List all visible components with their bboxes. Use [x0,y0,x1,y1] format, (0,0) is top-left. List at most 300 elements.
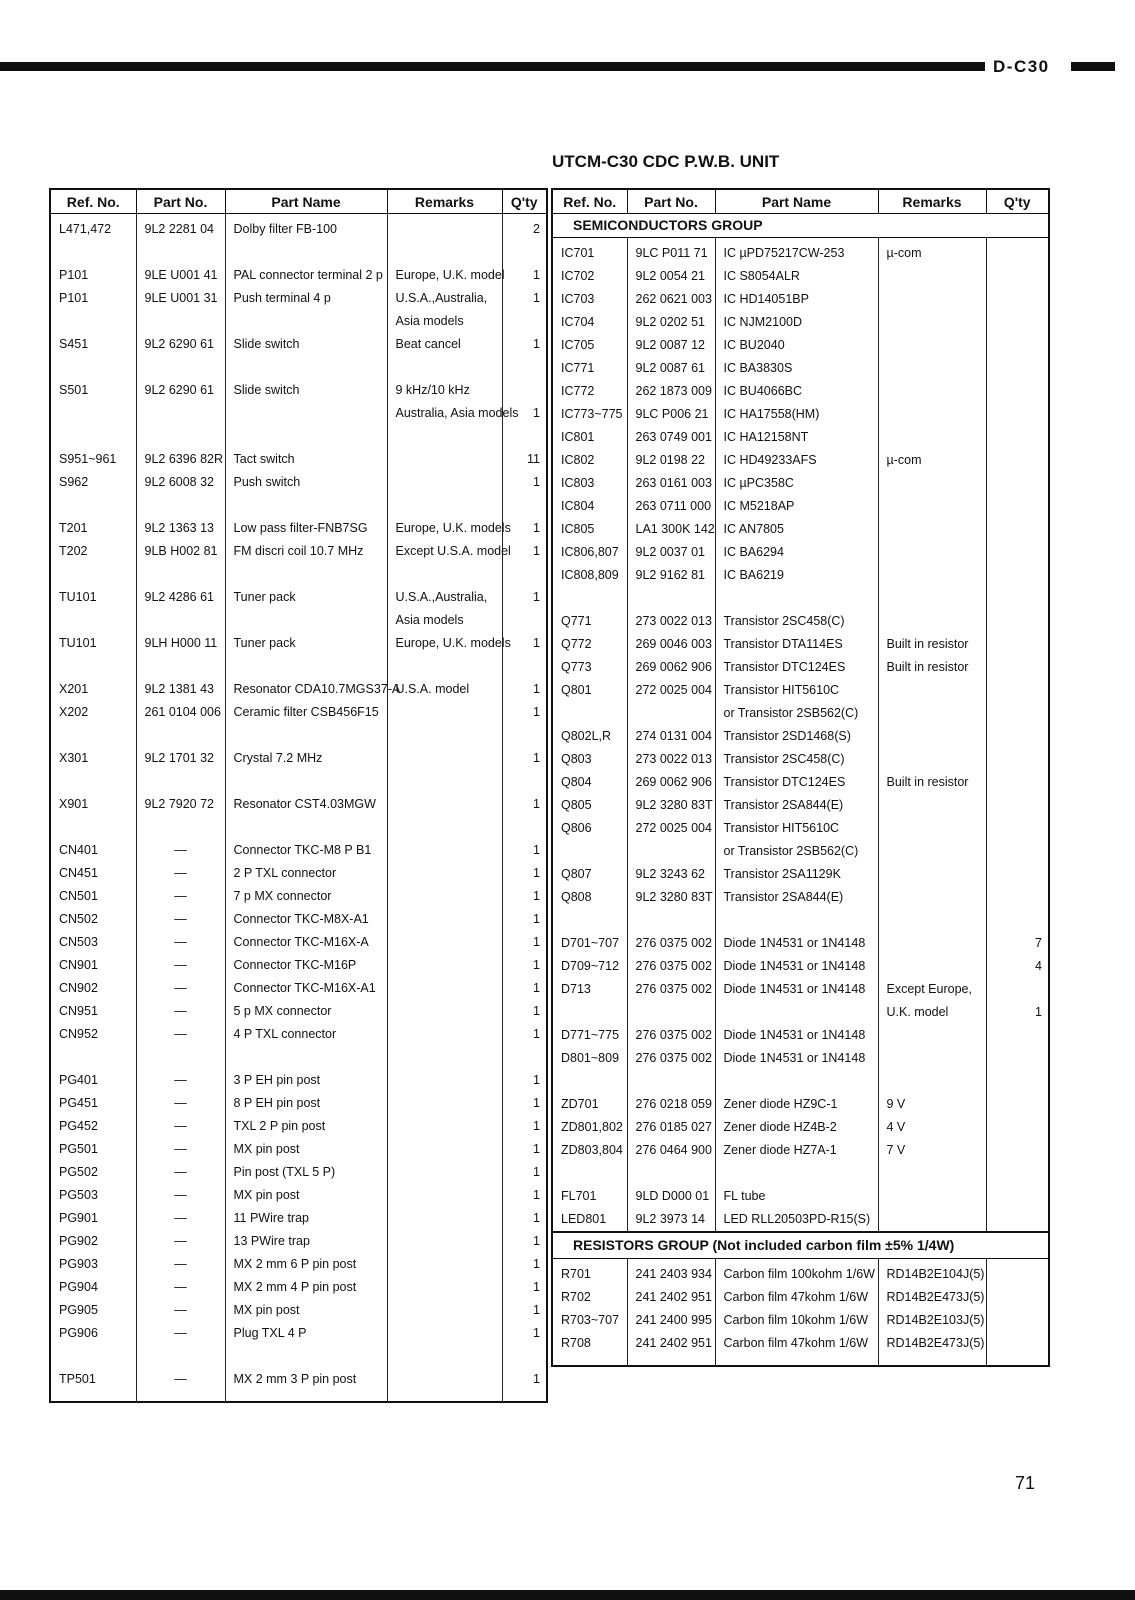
qty-cell [986,265,1049,288]
ref-no-cell: T202 [50,540,136,563]
part-name-cell [225,655,387,678]
qty-cell [502,724,547,747]
remarks-cell: U.S.A. model [387,678,502,701]
ref-no-cell: R701 [552,1259,627,1287]
part-name-cell: 4 P TXL connector [225,1023,387,1046]
part-name-cell [715,1070,878,1093]
remarks-cell [878,840,986,863]
remarks-cell: U.S.A.,Australia, [387,287,502,310]
part-no-cell [136,310,225,333]
part-name-cell [715,1001,878,1024]
remarks-cell [387,1322,502,1345]
ref-no-cell: D801~809 [552,1047,627,1070]
part-no-cell: 9L2 3280 83T [627,886,715,909]
part-name-cell: MX pin post [225,1184,387,1207]
qty-cell [986,238,1049,266]
filler-cell [878,1355,986,1366]
part-no-cell: 269 0062 906 [627,771,715,794]
qty-cell [986,1286,1049,1309]
part-name-cell: Slide switch [225,379,387,402]
qty-cell: 7 [986,932,1049,955]
table-row [552,426,1049,449]
qty-cell [986,610,1049,633]
ref-no-cell: P101 [50,264,136,287]
part-no-cell: — [136,1092,225,1115]
part-no-cell: — [136,1184,225,1207]
table-filler-row [552,1355,1049,1366]
table-row [552,564,1049,587]
ref-no-cell: R708 [552,1332,627,1355]
remarks-cell [387,1230,502,1253]
ref-no-cell: X202 [50,701,136,724]
col-qty: Q'ty [986,189,1049,214]
remarks-cell: 4 V [878,1116,986,1139]
table-row [552,1024,1049,1047]
qty-cell [986,1139,1049,1162]
qty-cell [986,1259,1049,1287]
part-no-cell [136,402,225,425]
part-name-cell: 11 PWire trap [225,1207,387,1230]
part-no-cell: 272 0025 004 [627,817,715,840]
qty-cell: 1 [502,908,547,931]
part-name-cell: 8 P EH pin post [225,1092,387,1115]
table-row [50,1184,547,1207]
table-row [50,264,547,287]
qty-cell: 1 [502,586,547,609]
filler-cell [627,1355,715,1366]
part-no-cell: 241 2400 995 [627,1309,715,1332]
remarks-cell [387,1069,502,1092]
ref-no-cell: Q771 [552,610,627,633]
top-rule [0,62,985,71]
remarks-cell [878,702,986,725]
qty-cell [986,1185,1049,1208]
col-remarks: Remarks [878,189,986,214]
table-row [552,1286,1049,1309]
qty-cell: 11 [502,448,547,471]
ref-no-cell: Q773 [552,656,627,679]
part-name-cell: or Transistor 2SB562(C) [715,702,878,725]
ref-no-cell: R702 [552,1286,627,1309]
ref-no-cell: Q807 [552,863,627,886]
ref-no-cell [50,816,136,839]
part-no-cell: 262 0621 003 [627,288,715,311]
part-no-cell [627,702,715,725]
part-name-cell [715,1162,878,1185]
remarks-cell [878,357,986,380]
part-name-cell: Transistor 2SC458(C) [715,748,878,771]
remarks-cell [387,1207,502,1230]
table-row [552,633,1049,656]
remarks-cell [387,793,502,816]
remarks-cell [878,610,986,633]
ref-no-cell: Q772 [552,633,627,656]
part-no-cell [136,609,225,632]
table-row [50,356,547,379]
part-no-cell: 9L2 0087 61 [627,357,715,380]
part-name-cell: Ceramic filter CSB456F15 [225,701,387,724]
qty-cell: 1 [502,333,547,356]
ref-no-cell: LED801 [552,1208,627,1232]
part-name-cell: MX pin post [225,1138,387,1161]
ref-no-cell: X901 [50,793,136,816]
part-no-cell: 276 0185 027 [627,1116,715,1139]
remarks-cell [878,679,986,702]
part-no-cell: 262 1873 009 [627,380,715,403]
qty-cell: 1 [502,1138,547,1161]
qty-cell [986,909,1049,932]
page-number: 71 [1015,1473,1036,1493]
table-row [50,402,547,425]
table-row [552,495,1049,518]
ref-no-cell: ZD803,804 [552,1139,627,1162]
qty-cell [986,472,1049,495]
ref-no-cell [50,310,136,333]
remarks-cell [878,426,986,449]
qty-cell [502,563,547,586]
ref-no-cell [552,1162,627,1185]
part-no-cell [136,816,225,839]
part-name-cell: MX 2 mm 4 P pin post [225,1276,387,1299]
part-no-cell: 241 2403 934 [627,1259,715,1287]
table-row [50,1276,547,1299]
part-name-cell: Connector TKC-M8 P B1 [225,839,387,862]
ref-no-cell: CN401 [50,839,136,862]
remarks-cell [878,725,986,748]
remarks-cell [878,1047,986,1070]
part-no-cell: — [136,1299,225,1322]
table-row [50,1115,547,1138]
qty-cell: 1 [502,747,547,770]
remarks-cell [387,931,502,954]
table-row [552,679,1049,702]
remarks-cell [387,1023,502,1046]
table-row [552,1139,1049,1162]
table-row [50,563,547,586]
ref-no-cell [50,494,136,517]
remarks-cell: Built in resistor [878,771,986,794]
part-name-cell: Carbon film 100kohm 1/6W [715,1259,878,1287]
part-no-cell: 276 0375 002 [627,1024,715,1047]
part-no-cell: 9L2 0037 01 [627,541,715,564]
part-no-cell: 9L2 3243 62 [627,863,715,886]
remarks-cell: RD14B2E103J(5) [878,1309,986,1332]
part-name-cell [715,587,878,610]
qty-cell [986,1093,1049,1116]
part-name-cell: Carbon film 10kohm 1/6W [715,1309,878,1332]
part-name-cell: TXL 2 P pin post [225,1115,387,1138]
part-name-cell: LED RLL20503PD-R15(S) [715,1208,878,1232]
ref-no-cell: PG905 [50,1299,136,1322]
table-row [50,862,547,885]
qty-cell: 1 [502,1230,547,1253]
ref-no-cell: IC704 [552,311,627,334]
part-name-cell: Zener diode HZ4B-2 [715,1116,878,1139]
ref-no-cell: T201 [50,517,136,540]
table-row [50,977,547,1000]
part-no-cell: 9L2 0198 22 [627,449,715,472]
table-row [552,909,1049,932]
remarks-cell [387,1115,502,1138]
ref-no-cell: P101 [50,287,136,310]
qty-cell: 1 [502,678,547,701]
remarks-cell [878,472,986,495]
part-no-cell: 9L2 4286 61 [136,586,225,609]
part-no-cell: 9LH H000 11 [136,632,225,655]
remarks-cell [878,380,986,403]
part-no-cell: — [136,1253,225,1276]
remarks-cell [387,1161,502,1184]
remarks-cell [878,495,986,518]
part-no-cell: 261 0104 006 [136,701,225,724]
remarks-cell [878,311,986,334]
part-no-cell: 263 0161 003 [627,472,715,495]
ref-no-cell: IC804 [552,495,627,518]
part-no-cell: — [136,1138,225,1161]
table-row [50,1253,547,1276]
part-name-cell: Zener diode HZ9C-1 [715,1093,878,1116]
part-name-cell: MX pin post [225,1299,387,1322]
col-part-no: Part No. [136,189,225,214]
part-name-cell: IC HA12158NT [715,426,878,449]
table-row [552,1309,1049,1332]
qty-cell: 2 [502,214,547,242]
part-no-cell: 9L2 2281 04 [136,214,225,242]
ref-no-cell [50,241,136,264]
part-no-cell: 9L2 0054 21 [627,265,715,288]
qty-cell: 1 [502,1322,547,1345]
ref-no-cell: PG904 [50,1276,136,1299]
ref-no-cell: S451 [50,333,136,356]
ref-no-cell: IC802 [552,449,627,472]
ref-no-cell: D709~712 [552,955,627,978]
part-no-cell: 9LC P011 71 [627,238,715,266]
part-name-cell: Slide switch [225,333,387,356]
part-no-cell: — [136,954,225,977]
qty-cell [986,840,1049,863]
remarks-cell [387,747,502,770]
table-row [50,379,547,402]
remarks-cell [387,701,502,724]
ref-no-cell: Q806 [552,817,627,840]
table-row [552,238,1049,266]
table-row [552,978,1049,1001]
ref-no-cell [50,402,136,425]
part-name-cell: Transistor 2SC458(C) [715,610,878,633]
table-row [50,931,547,954]
qty-cell [502,1345,547,1368]
part-name-cell [225,494,387,517]
qty-cell: 1 [502,1069,547,1092]
ref-no-cell: R703~707 [552,1309,627,1332]
part-no-cell [627,840,715,863]
qty-cell [502,425,547,448]
qty-cell [986,541,1049,564]
remarks-cell: U.S.A.,Australia, [387,586,502,609]
table-row [552,1185,1049,1208]
part-no-cell: 9L2 3973 14 [627,1208,715,1232]
qty-cell: 1 [502,1115,547,1138]
part-name-cell: IC HD49233AFS [715,449,878,472]
remarks-cell [387,977,502,1000]
remarks-cell [878,587,986,610]
table-row [552,288,1049,311]
table-row [552,403,1049,426]
table-row [50,333,547,356]
ref-no-cell: PG401 [50,1069,136,1092]
remarks-cell [387,241,502,264]
qty-cell: 1 [502,1184,547,1207]
table-row [552,932,1049,955]
part-no-cell: 9LC P006 21 [627,403,715,426]
part-no-cell: 9L2 7920 72 [136,793,225,816]
remarks-cell: Europe, U.K. models [387,632,502,655]
part-name-cell: Diode 1N4531 or 1N4148 [715,978,878,1001]
remarks-cell [878,518,986,541]
ref-no-cell: IC701 [552,238,627,266]
part-name-cell [225,724,387,747]
part-name-cell: IC µPC358C [715,472,878,495]
ref-no-cell: X201 [50,678,136,701]
part-name-cell [225,816,387,839]
qty-cell [502,609,547,632]
part-name-cell: IC M5218AP [715,495,878,518]
qty-cell [986,1208,1049,1232]
part-name-cell: FM discri coil 10.7 MHz [225,540,387,563]
remarks-cell [878,541,986,564]
table-row [552,449,1049,472]
part-name-cell: Transistor HIT5610C [715,817,878,840]
part-no-cell: 9LE U001 41 [136,264,225,287]
table-row [552,886,1049,909]
ref-no-cell: S951~961 [50,448,136,471]
qty-cell [502,816,547,839]
part-name-cell: Diode 1N4531 or 1N4148 [715,932,878,955]
ref-no-cell: S962 [50,471,136,494]
table-row [50,540,547,563]
ref-no-cell: X301 [50,747,136,770]
table-row [552,610,1049,633]
ref-no-cell: PG901 [50,1207,136,1230]
part-no-cell: 9L2 6008 32 [136,471,225,494]
part-name-cell: Diode 1N4531 or 1N4148 [715,1024,878,1047]
remarks-cell: RD14B2E473J(5) [878,1286,986,1309]
part-no-cell [627,1070,715,1093]
ref-no-cell: D771~775 [552,1024,627,1047]
ref-no-cell [552,1070,627,1093]
ref-no-cell: PG452 [50,1115,136,1138]
qty-cell [986,1332,1049,1355]
qty-cell [986,403,1049,426]
remarks-cell [387,839,502,862]
qty-cell: 1 [502,1253,547,1276]
part-name-cell: 3 P EH pin post [225,1069,387,1092]
part-no-cell [136,241,225,264]
part-name-cell: Plug TXL 4 P [225,1322,387,1345]
part-no-cell [136,425,225,448]
remarks-cell: Australia, Asia models [387,402,502,425]
qty-cell [986,426,1049,449]
filler-cell [387,1391,502,1402]
ref-no-cell [50,655,136,678]
remarks-cell [387,908,502,931]
table-row [50,1207,547,1230]
qty-cell [502,1046,547,1069]
col-remarks: Remarks [387,189,502,214]
part-name-cell: Transistor 2SD1468(S) [715,725,878,748]
table-row [552,357,1049,380]
semiconductors-group-title: SEMICONDUCTORS GROUP [552,214,1049,238]
col-ref-no: Ref. No. [552,189,627,214]
remarks-cell [387,1000,502,1023]
part-name-cell: Transistor 2SA844(E) [715,886,878,909]
part-name-cell: Diode 1N4531 or 1N4148 [715,1047,878,1070]
remarks-cell [387,816,502,839]
table-row [552,1070,1049,1093]
part-name-cell: Transistor DTC124ES [715,771,878,794]
ref-no-cell [50,609,136,632]
part-no-cell: 273 0022 013 [627,610,715,633]
part-no-cell: — [136,885,225,908]
remarks-cell [387,356,502,379]
table-row [50,494,547,517]
table-row [552,771,1049,794]
filler-cell [136,1391,225,1402]
filler-cell [50,1391,136,1402]
qty-cell [986,357,1049,380]
ref-no-cell: PG451 [50,1092,136,1115]
part-no-cell: 9LE U001 31 [136,287,225,310]
table-row [50,1046,547,1069]
qty-cell [986,1162,1049,1185]
part-no-cell: — [136,1230,225,1253]
table-row [552,955,1049,978]
qty-cell [986,1070,1049,1093]
table-row [552,265,1049,288]
qty-cell: 1 [502,862,547,885]
part-name-cell: Tact switch [225,448,387,471]
ref-no-cell: TU101 [50,586,136,609]
table-row [552,311,1049,334]
table-row [552,702,1049,725]
part-name-cell: Zener diode HZ7A-1 [715,1139,878,1162]
ref-no-cell: CN501 [50,885,136,908]
part-name-cell [225,1345,387,1368]
remarks-cell [387,425,502,448]
part-no-cell: 272 0025 004 [627,679,715,702]
remarks-cell [878,1208,986,1232]
part-no-cell: 276 0218 059 [627,1093,715,1116]
part-name-cell: IC AN7805 [715,518,878,541]
remarks-cell [878,955,986,978]
part-name-cell: Carbon film 47kohm 1/6W [715,1332,878,1355]
part-name-cell: Connector TKC-M8X-A1 [225,908,387,931]
remarks-cell [387,1253,502,1276]
part-no-cell: — [136,1115,225,1138]
part-name-cell: Transistor DTC124ES [715,656,878,679]
remarks-cell [878,817,986,840]
part-no-cell: 276 0375 002 [627,1047,715,1070]
qty-cell: 1 [502,1092,547,1115]
qty-cell [986,1047,1049,1070]
remarks-cell [878,564,986,587]
qty-cell: 1 [502,540,547,563]
part-name-cell: 7 p MX connector [225,885,387,908]
qty-cell: 1 [502,287,547,310]
part-name-cell: Connector TKC-M16X-A [225,931,387,954]
qty-cell: 1 [502,1368,547,1391]
part-name-cell: 5 p MX connector [225,1000,387,1023]
